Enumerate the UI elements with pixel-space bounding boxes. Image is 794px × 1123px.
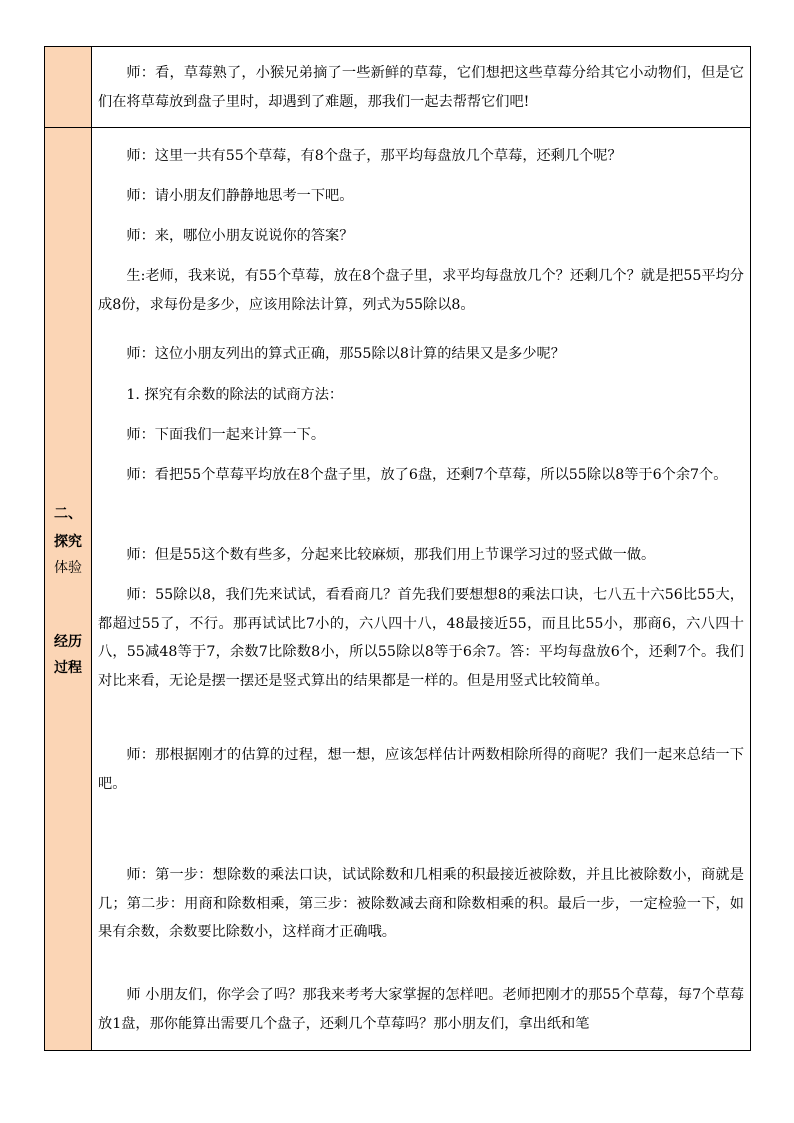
paragraph: 师：第一步：想除数的乘法口诀，试试除数和几相乘的积最接近被除数，并且比被除数小，商就是几；第二步：用商和除数相乘，第三步：被除数减去商和除数相乘的积。最后一步，一定检验一下，如果有余数，余数要比除数小，这样商才正确哦。	[98, 867, 744, 941]
paragraph: 师：看把55个草莓平均放在8个盘子里，放了6盘，还剩7个草莓，所以55除以8等于6个余7个。	[126, 467, 728, 483]
paragraph: 师：但是55这个数有些多，分起来比较麻烦，那我们用上节课学习过的竖式做一做。	[126, 547, 656, 563]
paragraph: 师：55除以8，我们先来试试，看看商几？首先我们要想想8的乘法口诀，七八五十六56比55大，都超过55了，不行。那再试试比7小的，六八四十八，48最接近55，而且比55小，那商6，六八四十八，55减48等于7，余数7比除数8小，所以55除以8等于6余7。答：平均每盘放6个，还剩7个。我们对比来看，无论是摆一摆还是竖式算出的结果都是一样的。但是用竖式比较简单。	[98, 587, 744, 689]
stage-title-line4: 过程	[54, 660, 82, 676]
paragraph: 1. 探究有余数的除法的试商方法：	[126, 387, 344, 403]
stage-title-line1: 探究	[54, 534, 82, 550]
paragraph: 师 小朋友们，你学会了吗？那我来考考大家掌握的怎样吧。老师把刚才的那55个草莓，每7个草莓放1盘，那你能算出需要几个盘子，还剩几个草莓吗？那小朋友们，拿出纸和笔	[98, 987, 744, 1032]
paragraph: 师：这位小朋友列出的算式正确，那55除以8计算的结果又是多少呢？	[126, 346, 565, 362]
paragraph: 师：这里一共有55个草莓，有8个盘子，那平均每盘放几个草莓，还剩几个呢？	[126, 148, 622, 164]
stage-cell-explore	[45, 128, 92, 1050]
table-row-explore	[44, 127, 751, 1051]
paragraph-intro: 师：看，草莓熟了，小猴兄弟摘了一些新鲜的草莓，它们想把这些草莓分给其它小动物们，但是它们在将草莓放到盘子里时，却遇到了难题，那我们一起去帮帮它们吧!	[98, 65, 744, 110]
stage-number: 二、	[54, 506, 82, 522]
paragraph: 师：下面我们一起来计算一下。	[126, 427, 326, 443]
paragraph: 师：那根据刚才的估算的过程，想一想，应该怎样估计两数相除所得的商呢？我们一起来总结一下吧。	[98, 747, 744, 792]
stage-title-line3: 经历	[54, 634, 82, 650]
paragraph: 师：请小朋友们静静地思考一下吧。	[126, 188, 354, 204]
stage-cell-intro	[45, 47, 92, 127]
content-cell-explore	[91, 128, 750, 1050]
table-row-intro	[44, 46, 751, 128]
paragraph: 师：来，哪位小朋友说说你的答案？	[126, 228, 354, 244]
paragraph: 生:老师，我来说，有55个草莓，放在8个盘子里，求平均每盘放几个？还剩几个？就是把55平均分成8份，求每份是多少，应该用除法计算，列式为55除以8。	[98, 268, 744, 313]
content-cell-intro	[91, 47, 750, 127]
stage-title-line2: 体验	[54, 560, 82, 576]
